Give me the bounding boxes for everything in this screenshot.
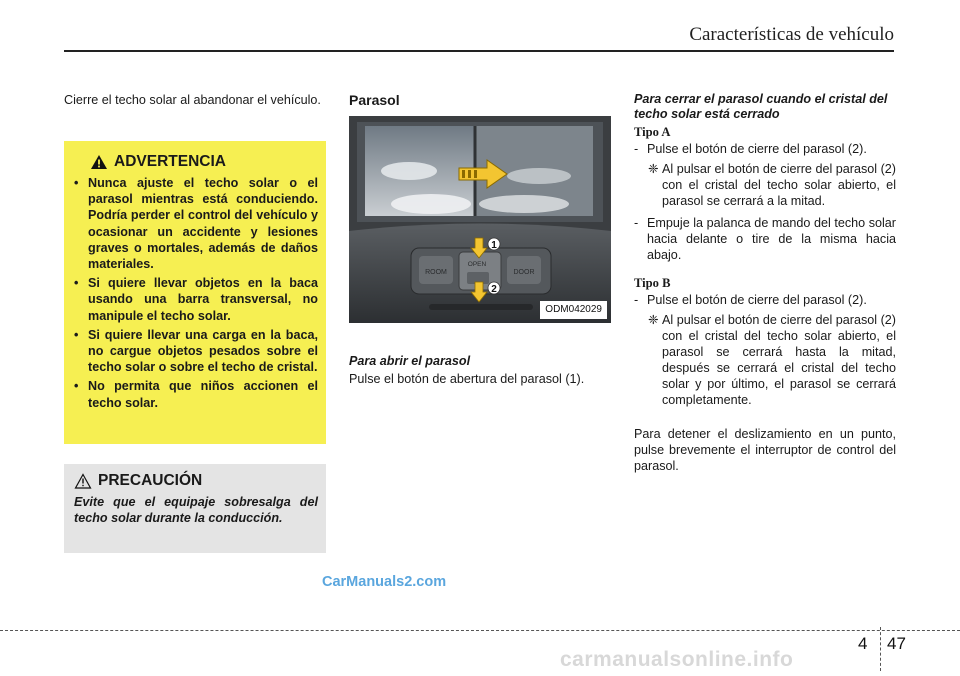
item-text: Pulse el botón de cierre del parasol (2). (647, 293, 867, 307)
bullet: • (74, 379, 79, 394)
dash: - (634, 142, 639, 156)
caution-text: Evite que el equipaje sobresalga del techo solar durante la conducción. (74, 495, 318, 525)
dash: - (634, 293, 639, 307)
tipo-a-heading: Tipo A (634, 125, 671, 139)
sunshade-illustration (349, 116, 611, 323)
warning-item (74, 175, 318, 272)
tipo-b-item-1 (634, 292, 896, 308)
column-3 (634, 92, 896, 474)
page-separator (880, 627, 881, 671)
door-label: DOOR (513, 269, 535, 276)
tipo-a-note (634, 161, 896, 209)
tipo-a-item-2 (634, 215, 896, 263)
warning-list (74, 175, 318, 411)
warning-item (74, 378, 318, 410)
caution-heading-text: PRECAUCIÓN (98, 472, 203, 489)
warning-heading (90, 153, 318, 171)
dash: - (634, 216, 639, 230)
warning-item-text: Si quiere llevar objetos en la baca usando una barra transversal, no manipule el techo solar. (88, 276, 318, 323)
bottom-watermark: carmanualsonline.info (560, 648, 794, 671)
bullet: • (74, 176, 79, 190)
warning-triangle-icon (90, 154, 108, 170)
tipo-b-heading: Tipo B (634, 276, 671, 290)
warning-item (74, 275, 318, 324)
caution-box (64, 464, 326, 553)
site-watermark: CarManuals2.com (322, 574, 447, 590)
section-heading-parasol: Parasol (349, 92, 400, 108)
note-mark: ❈ (648, 313, 659, 327)
figure-code-label: ODM042029 (540, 301, 607, 319)
note-mark: ❈ (648, 162, 659, 176)
warning-item-text: No permita que niños accionen el techo solar. (88, 379, 318, 410)
open-sunshade-text: Pulse el botón de abertura del parasol (1). (349, 372, 585, 386)
open-sunshade-heading: Para abrir el parasol (349, 354, 471, 368)
column-2 (349, 92, 611, 387)
callout-1: 1 (491, 240, 497, 251)
caution-heading (74, 472, 318, 490)
item-text: Empuje la palanca de mando del techo solar hacia delante o tire de la misma hacia abajo. (647, 216, 896, 262)
intro-text: Cierre el techo solar al abandonar el vehículo. (64, 93, 321, 107)
chapter-number: 4 (858, 634, 868, 653)
warning-item-text: Nunca ajuste el techo solar o el parasol mientras está conduciendo. Podría perder el control del vehículo y ocasionar un accidente y lesiones graves o mortales, además de daños materiales. (88, 176, 318, 272)
footer-rule (0, 630, 960, 631)
warning-item-text: Si quiere llevar una carga en la baca, no cargue objetos pesados sobre el techo solar o sobre el techo de cristal. (88, 327, 318, 375)
header-rule (64, 50, 894, 52)
bullet: • (74, 276, 79, 291)
column-1 (64, 92, 326, 108)
warning-heading-text: ADVERTENCIA (114, 153, 226, 170)
sunshade-figure (349, 116, 611, 323)
note-text: Al pulsar el botón de cierre del parasol (2) con el cristal del techo solar abierto, el parasol se cerrará a la mitad. (662, 162, 896, 208)
caution-triangle-icon (74, 473, 92, 489)
warning-box (64, 141, 326, 444)
close-sunshade-heading: Para cerrar el parasol cuando el cristal del techo solar está cerrado (634, 92, 888, 121)
header-title: Características de vehículo (689, 24, 894, 45)
callout-2: 2 (491, 284, 497, 295)
bullet: • (74, 327, 79, 342)
open-label: OPEN (467, 261, 487, 268)
warning-item (74, 327, 318, 376)
note-text: Al pulsar el botón de cierre del parasol (2) con el cristal del techo solar abierto, el parasol se cerrará hasta la mitad, después se cerrará el cristal del techo solar y por último, el parasol se cerrará completamente. (662, 313, 896, 407)
tipo-b-note (634, 312, 896, 408)
page-number: 47 (887, 634, 906, 653)
stop-text: Para detener el deslizamiento en un punto, pulse brevemente el interruptor de control del parasol. (634, 427, 896, 473)
tipo-a-item-1 (634, 141, 896, 157)
room-label: ROOM (425, 269, 447, 276)
item-text: Pulse el botón de cierre del parasol (2). (647, 142, 867, 156)
